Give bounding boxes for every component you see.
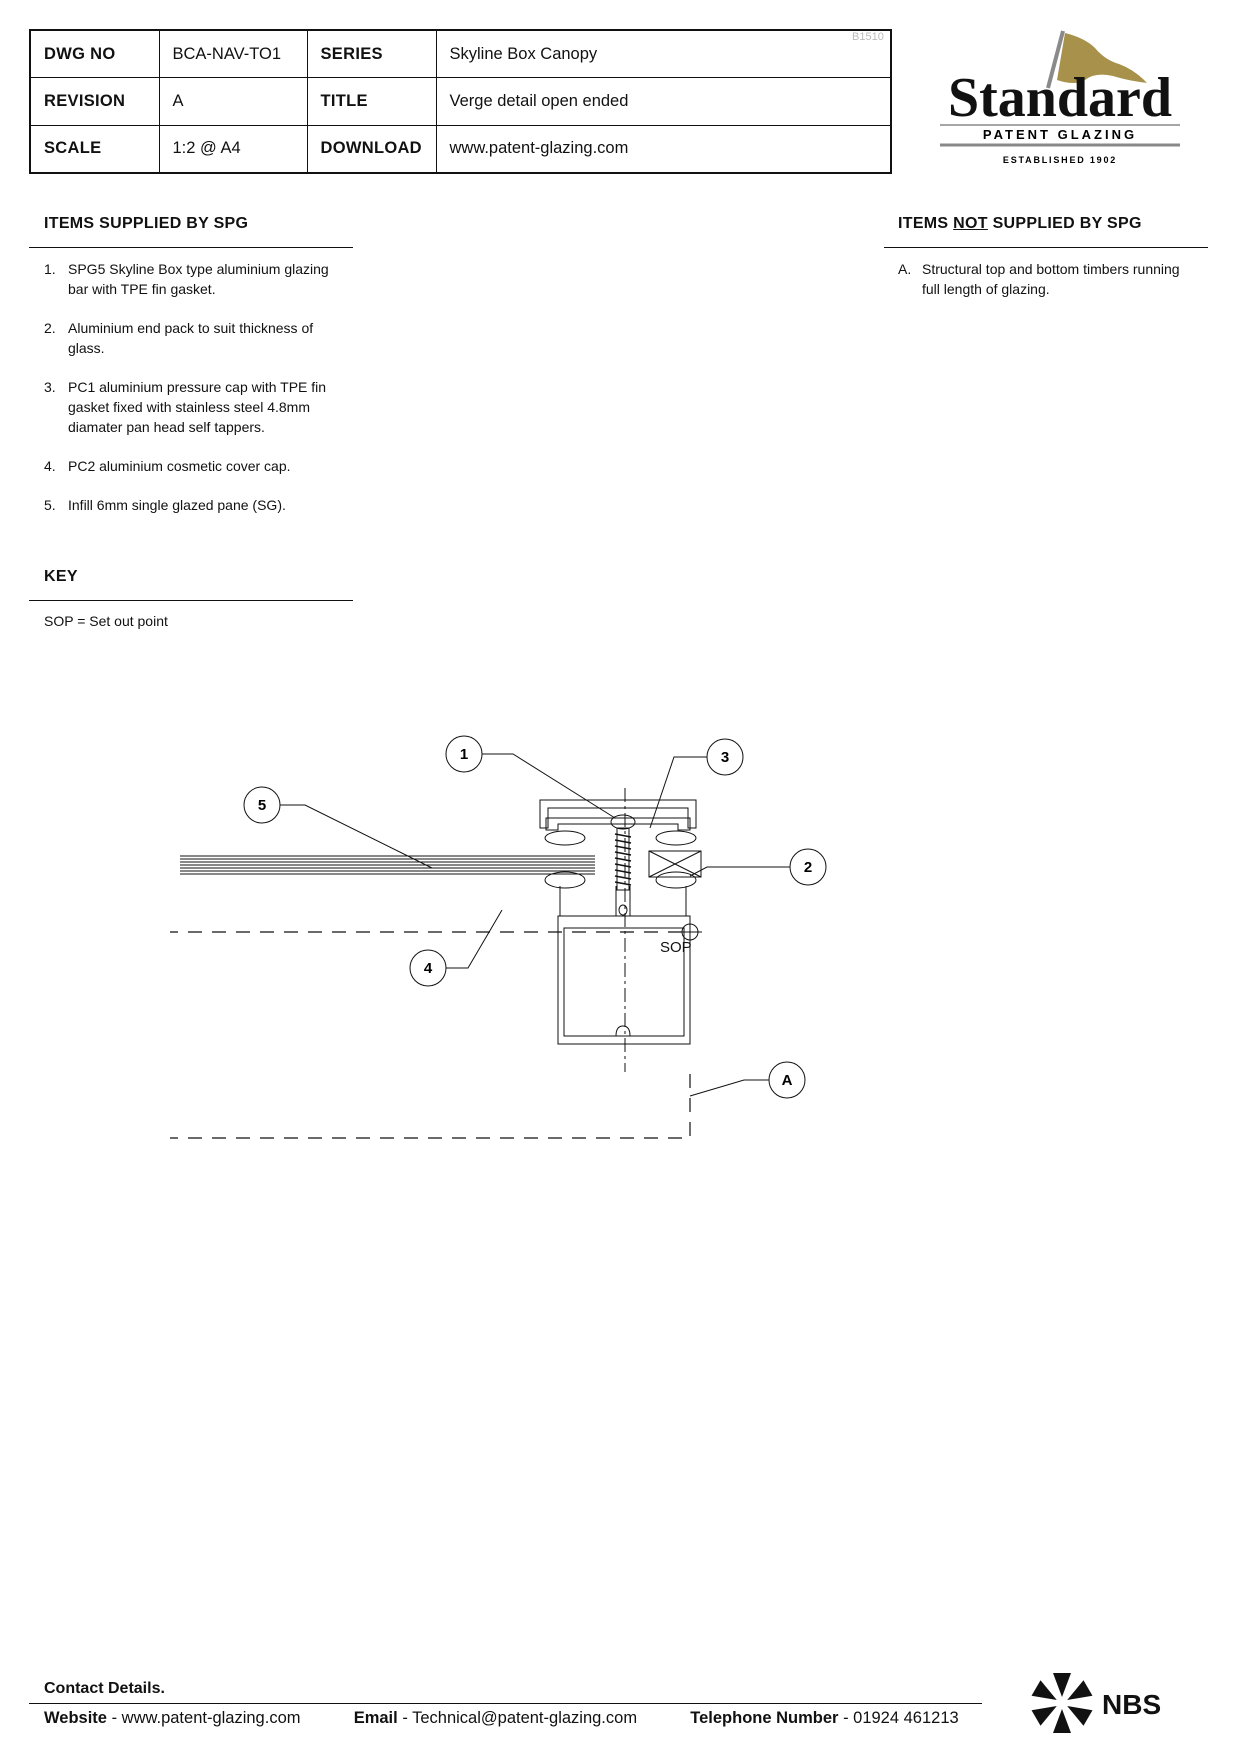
logo-established: ESTABLISHED 1902 xyxy=(1002,155,1118,165)
gasket-right xyxy=(656,831,696,845)
item-number: 1. xyxy=(44,261,56,277)
contact-rule xyxy=(29,1703,982,1704)
list-item xyxy=(44,377,344,437)
title-value: Verge detail open ended xyxy=(436,78,891,126)
gasket-left xyxy=(545,831,585,845)
timber-outline xyxy=(170,1070,690,1138)
callout-label: 5 xyxy=(257,797,267,814)
leader-a xyxy=(690,1080,769,1096)
item-number: 3. xyxy=(44,379,56,395)
series-value: Skyline Box Canopy xyxy=(436,30,891,78)
heading-part: SUPPLIED BY SPG xyxy=(987,215,1142,232)
item-number: 4. xyxy=(44,458,56,474)
scale-label: SCALE xyxy=(30,125,159,173)
glazing-bar-box xyxy=(558,916,690,1044)
gasket-right-lower xyxy=(656,872,696,888)
list-item xyxy=(44,456,344,476)
verge-detail-drawing xyxy=(170,700,870,1180)
item-text: PC1 aluminium pressure cap with TPE fin gasket fixed with stainless steel 4.8mm diamater pan head self tappers. xyxy=(68,379,327,435)
title-row xyxy=(30,78,891,126)
revision-value: A xyxy=(159,78,307,126)
callout-a xyxy=(769,1062,805,1098)
logo-wordmark: Standard xyxy=(947,67,1173,129)
separator: - xyxy=(843,1709,849,1727)
item-text: Structural top and bottom timbers running full length of glazing. xyxy=(922,261,1180,297)
nbs-wordmark: NBS xyxy=(1102,1689,1162,1720)
title-label: TITLE xyxy=(307,78,436,126)
logo-subtitle: PATENT GLAZING xyxy=(982,127,1138,142)
callout-label: A xyxy=(781,1072,793,1089)
phone-number: 01924 461213 xyxy=(853,1709,959,1727)
key-rule xyxy=(29,600,353,601)
dwg-no-label: DWG NO xyxy=(30,30,159,78)
website-link[interactable]: www.patent-glazing.com xyxy=(121,1709,301,1727)
not-supplied-heading xyxy=(898,215,1142,233)
title-row xyxy=(30,30,891,78)
download-link[interactable]: www.patent-glazing.com xyxy=(436,125,891,173)
contact-title: Contact Details. xyxy=(44,1680,165,1697)
item-number: 2. xyxy=(44,320,56,336)
phone-label: Telephone Number xyxy=(690,1709,839,1727)
callout-label: 2 xyxy=(803,859,813,876)
title-row xyxy=(30,125,891,173)
leader-3 xyxy=(650,757,707,828)
supplied-heading: ITEMS SUPPLIED BY SPG xyxy=(44,215,249,232)
callout-4 xyxy=(446,736,482,772)
callout-3 xyxy=(707,739,743,775)
not-supplied-rule xyxy=(884,247,1208,248)
series-label: SERIES xyxy=(307,30,436,78)
item-number: 5. xyxy=(44,497,56,513)
supplied-rule xyxy=(29,247,353,248)
leader-2 xyxy=(690,867,790,876)
heading-underlined: NOT xyxy=(953,215,988,232)
separator: - xyxy=(111,1709,118,1727)
key-text: SOP = Set out point xyxy=(44,613,168,629)
scale-value: 1:2 @ A4 xyxy=(159,125,307,173)
leader-1 xyxy=(446,910,502,968)
callout-1 xyxy=(410,950,446,986)
glass-pane xyxy=(180,856,595,874)
key-heading: KEY xyxy=(44,568,78,585)
heading-part: ITEMS xyxy=(898,215,954,232)
item-text: Aluminium end pack to suit thickness of glass. xyxy=(68,320,314,356)
separator: - xyxy=(402,1709,408,1727)
list-item xyxy=(44,318,344,358)
standard-patent-glazing-logo xyxy=(935,28,1185,178)
nbs-logo xyxy=(1030,1668,1170,1738)
sop-label: SOP xyxy=(660,939,692,956)
callout-label: 3 xyxy=(720,749,730,766)
callout-5 xyxy=(244,787,280,823)
contact-line xyxy=(44,1709,959,1728)
revision-label: REVISION xyxy=(30,78,159,126)
title-block xyxy=(29,29,892,174)
website-label: Website xyxy=(44,1709,107,1727)
list-item xyxy=(898,259,1198,299)
email-label: Email xyxy=(353,1709,398,1727)
not-supplied-list xyxy=(898,259,1198,318)
item-number: A. xyxy=(898,261,912,277)
download-label: DOWNLOAD xyxy=(307,125,436,173)
supplied-list xyxy=(44,259,344,534)
nbs-flower-icon xyxy=(1032,1673,1093,1733)
callout-label: 4 xyxy=(423,960,433,977)
item-text: PC2 aluminium cosmetic cover cap. xyxy=(68,458,291,474)
drawing-ref-code: B1510 xyxy=(852,31,884,43)
dwg-no-value: BCA-NAV-TO1 xyxy=(159,30,307,78)
item-text: Infill 6mm single glazed pane (SG). xyxy=(68,497,286,513)
list-item xyxy=(44,495,344,515)
list-item xyxy=(44,259,344,299)
email-link[interactable]: Technical@patent-glazing.com xyxy=(412,1709,638,1727)
item-text: SPG5 Skyline Box type aluminium glazing bar with TPE fin gasket. xyxy=(68,261,329,297)
callout-label: 1 xyxy=(459,746,469,763)
callout-2 xyxy=(790,849,826,885)
screw-head xyxy=(611,815,635,829)
